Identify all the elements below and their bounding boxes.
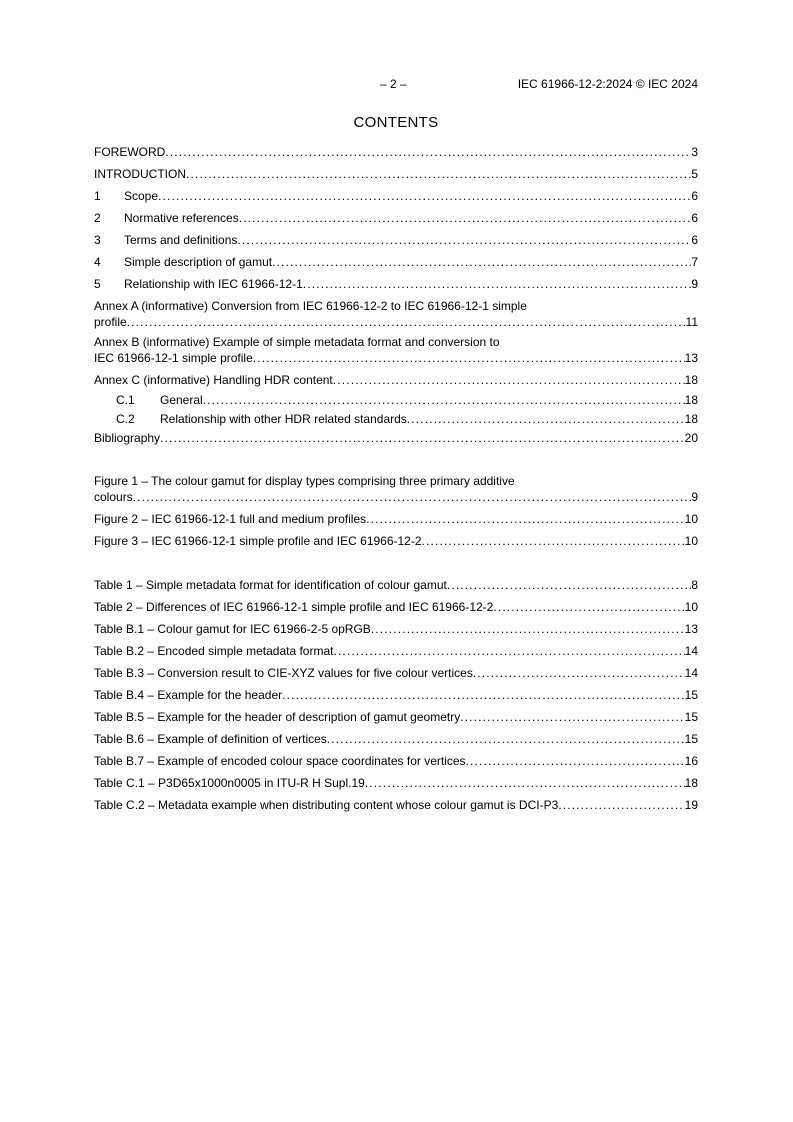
toc-entry-text: Normative references bbox=[124, 211, 239, 225]
toc-entry-table-b6[interactable] bbox=[94, 731, 698, 747]
toc-entry-text: Table B.7 – Example of encoded colour space coordinates for vertices bbox=[94, 754, 466, 768]
running-header bbox=[94, 76, 698, 92]
section-spacer bbox=[94, 549, 698, 577]
toc-page-number: 6 bbox=[691, 189, 698, 203]
toc-entry-text: Table B.3 – Conversion result to CIE-XYZ values for five colour vertices bbox=[94, 666, 473, 680]
toc-entry-text: Table B.6 – Example of definition of vertices bbox=[94, 732, 327, 746]
toc-entry-text: Figure 2 – IEC 61966-12-1 full and medium profiles bbox=[94, 512, 367, 526]
toc-page-number: 18 bbox=[684, 412, 698, 426]
dot-leader bbox=[371, 621, 685, 637]
dot-leader bbox=[558, 797, 684, 813]
dot-leader bbox=[466, 753, 685, 769]
toc-entry-text: INTRODUCTION bbox=[94, 167, 186, 181]
dot-leader bbox=[237, 232, 691, 248]
toc-entry-terms-and-definitions[interactable] bbox=[94, 232, 698, 248]
dot-leader bbox=[447, 577, 691, 593]
dot-leader bbox=[282, 687, 685, 703]
toc-entry-bibliography[interactable] bbox=[94, 430, 698, 446]
toc-page-number: 9 bbox=[691, 490, 698, 504]
toc-entry-heading: Annex A (informative) Conversion from IEC 61966-12-2 to IEC 61966-12-1 simple bbox=[94, 299, 527, 313]
toc-page-number: 6 bbox=[691, 211, 698, 225]
toc-entry-heading: Annex B (informative) Example of simple metadata format and conversion to bbox=[94, 335, 500, 349]
toc-page-number: 15 bbox=[684, 732, 698, 746]
dot-leader bbox=[303, 276, 692, 292]
toc-entry-table-2[interactable] bbox=[94, 599, 698, 615]
dot-leader bbox=[366, 511, 684, 527]
toc-entry-text: Terms and definitions bbox=[124, 233, 238, 247]
document-identifier: IEC 61966-12-2:2024 © IEC 2024 bbox=[517, 77, 698, 91]
dot-leader bbox=[493, 599, 684, 615]
toc-entry-text: Table 2 – Differences of IEC 61966-12-1 simple profile and IEC 61966-12-2 bbox=[94, 600, 494, 614]
toc-entry-scope[interactable] bbox=[94, 188, 698, 204]
toc-entry-text: profile bbox=[94, 315, 127, 329]
section-spacer bbox=[94, 446, 698, 473]
toc-page-number: 8 bbox=[691, 578, 698, 592]
toc-entry-text: Scope bbox=[124, 189, 159, 203]
toc-entry-text: IEC 61966-12-1 simple profile bbox=[94, 351, 253, 365]
toc-entry-table-b1[interactable] bbox=[94, 621, 698, 637]
toc-entry-text: FOREWORD bbox=[94, 145, 166, 159]
toc-entry-text: Table B.2 – Encoded simple metadata format bbox=[94, 644, 334, 658]
toc-page-number: 18 bbox=[684, 776, 698, 790]
toc-entry-text: Annex C (informative) Handling HDR content bbox=[94, 373, 333, 387]
toc-page-number: 18 bbox=[684, 393, 698, 407]
dot-leader bbox=[160, 430, 685, 446]
dot-leader bbox=[203, 392, 685, 408]
dot-leader bbox=[127, 314, 686, 330]
toc-entry-text: Bibliography bbox=[94, 431, 161, 445]
toc-page-number: 10 bbox=[684, 534, 698, 548]
toc-entry-text: Relationship with IEC 61966-12-1 bbox=[124, 277, 303, 291]
toc-page-number: 19 bbox=[684, 798, 698, 812]
dot-leader bbox=[253, 350, 685, 366]
toc-entry-annex-b[interactable] bbox=[94, 334, 698, 366]
toc-entry-table-c1[interactable] bbox=[94, 775, 698, 791]
toc-entry-table-b5[interactable] bbox=[94, 709, 698, 725]
toc-entry-table-b3[interactable] bbox=[94, 665, 698, 681]
dot-leader bbox=[186, 166, 691, 182]
toc-page-number: 10 bbox=[684, 512, 698, 526]
toc-clause-number: 1 bbox=[94, 189, 101, 203]
toc-entry-text: Relationship with other HDR related standards bbox=[160, 412, 407, 426]
toc-clause-number: 5 bbox=[94, 277, 101, 291]
page-number: – 2 – bbox=[380, 77, 407, 91]
dot-leader bbox=[239, 210, 692, 226]
toc-page-number: 7 bbox=[691, 255, 698, 269]
toc-page-number: 16 bbox=[684, 754, 698, 768]
dot-leader bbox=[333, 643, 684, 659]
toc-page-number: 3 bbox=[691, 145, 698, 159]
toc-entry-text: Table B.5 – Example for the header of description of gamut geometry bbox=[94, 710, 461, 724]
toc-entry-foreword[interactable] bbox=[94, 144, 698, 160]
toc-clause-number: 3 bbox=[94, 233, 101, 247]
dot-leader bbox=[133, 489, 692, 505]
toc-entry-introduction[interactable] bbox=[94, 166, 698, 182]
toc-entry-text: Table B.4 – Example for the header bbox=[94, 688, 283, 702]
toc-entry-text: General bbox=[160, 393, 203, 407]
toc-entry-heading: Figure 1 – The colour gamut for display types comprising three primary additive bbox=[94, 474, 515, 488]
dot-leader bbox=[473, 665, 685, 681]
toc-page-number: 9 bbox=[691, 277, 698, 291]
toc-entry-text: Table 1 – Simple metadata format for identification of colour gamut bbox=[94, 578, 447, 592]
toc-entry-c2-hdr-standards[interactable] bbox=[94, 411, 698, 427]
dot-leader bbox=[327, 731, 685, 747]
toc-clause-number: C.2 bbox=[116, 412, 135, 426]
toc-page-number: 20 bbox=[684, 431, 698, 445]
dot-leader bbox=[333, 372, 685, 388]
dot-leader bbox=[365, 775, 685, 791]
toc-entry-annex-a[interactable] bbox=[94, 298, 698, 330]
toc-page-number: 11 bbox=[685, 315, 698, 329]
toc-entry-table-1[interactable] bbox=[94, 577, 698, 593]
dot-leader bbox=[272, 254, 691, 270]
toc-entry-c1-general[interactable] bbox=[94, 392, 698, 408]
toc-entry-table-b4[interactable] bbox=[94, 687, 698, 703]
dot-leader bbox=[422, 533, 685, 549]
toc-entry-figure-2[interactable] bbox=[94, 511, 698, 527]
toc-page-number: 14 bbox=[684, 666, 698, 680]
toc-clause-number: C.1 bbox=[116, 393, 135, 407]
toc-page-number: 14 bbox=[684, 644, 698, 658]
toc-page-number: 10 bbox=[684, 600, 698, 614]
toc-entry-text: Simple description of gamut bbox=[124, 255, 273, 269]
toc-entry-text: colours bbox=[94, 490, 133, 504]
toc-entry-table-c2[interactable] bbox=[94, 797, 698, 813]
toc-entry-annex-c[interactable] bbox=[94, 372, 698, 388]
toc-entry-text: Figure 3 – IEC 61966-12-1 simple profile and IEC 61966-12-2 bbox=[94, 534, 422, 548]
toc-page-number: 6 bbox=[691, 233, 698, 247]
toc-entry-table-b7[interactable] bbox=[94, 753, 698, 769]
toc-entry-figure-3[interactable] bbox=[94, 533, 698, 549]
dot-leader bbox=[158, 188, 691, 204]
toc-page-number: 18 bbox=[684, 373, 698, 387]
toc-clause-number: 4 bbox=[94, 255, 101, 269]
toc-entry-text: Table B.1 – Colour gamut for IEC 61966-2-5 opRGB bbox=[94, 622, 371, 636]
toc-page-number: 5 bbox=[691, 167, 698, 181]
toc-entry-relationship[interactable] bbox=[94, 276, 698, 292]
dot-leader bbox=[460, 709, 684, 725]
toc-page-number: 15 bbox=[684, 688, 698, 702]
toc-page-number: 13 bbox=[684, 622, 698, 636]
table-of-contents bbox=[94, 144, 698, 813]
toc-entry-normative-references[interactable] bbox=[94, 210, 698, 226]
dot-leader bbox=[165, 144, 691, 160]
toc-entry-text: Table C.1 – P3D65x1000n0005 in ITU-R H Supl.19 bbox=[94, 776, 365, 790]
dot-leader bbox=[407, 411, 685, 427]
toc-entry-table-b2[interactable] bbox=[94, 643, 698, 659]
toc-entry-text: Table C.2 – Metadata example when distributing content whose colour gamut is DCI-P3 bbox=[94, 798, 559, 812]
toc-page-number: 13 bbox=[684, 351, 698, 365]
toc-entry-simple-description-of-gamut[interactable] bbox=[94, 254, 698, 270]
toc-entry-figure-1[interactable] bbox=[94, 473, 698, 505]
page-title: CONTENTS bbox=[353, 114, 439, 131]
toc-page-number: 15 bbox=[684, 710, 698, 724]
toc-clause-number: 2 bbox=[94, 211, 101, 225]
